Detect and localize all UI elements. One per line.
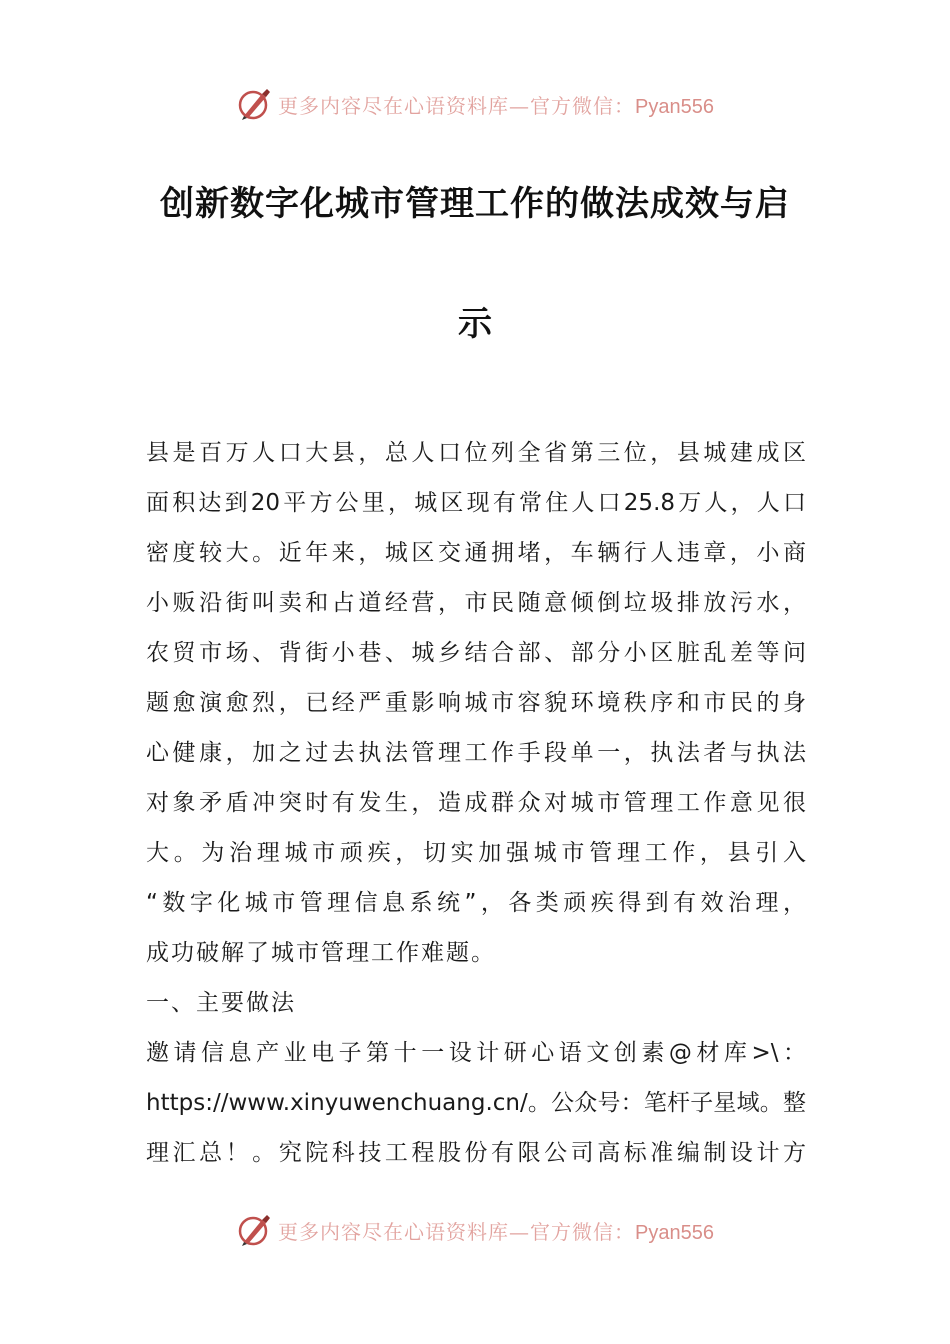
body-line: 理汇总！。究院科技工程股份有限公司高标准编制设计方 xyxy=(146,1140,806,1166)
watermark-text xyxy=(278,1216,714,1245)
body-line: 成功破解了城市管理工作难题。 xyxy=(146,940,496,966)
section-heading: 一、主要做法 xyxy=(146,990,296,1016)
pen-logo-icon xyxy=(236,86,272,122)
body-line: 对象矛盾冲突时有发生，造成群众对城市管理工作意见很 xyxy=(146,790,806,816)
body-line: 题愈演愈烈，已经严重影响城市容貌环境秩序和市民的身 xyxy=(146,690,806,716)
body-line: 小贩沿街叫卖和占道经营，市民随意倾倒垃圾排放污水， xyxy=(146,590,806,616)
watermark-label: 更多内容尽在心语资料库—官方微信： xyxy=(278,1219,636,1244)
body-line: 大。为治理城市顽疾，切实加强城市管理工作，县引入 xyxy=(146,840,806,866)
body-line: 农贸市场、背街小巷、城乡结合部、部分小区脏乱差等问 xyxy=(146,640,806,666)
watermark-wechat-id: Pyan556 xyxy=(635,95,714,118)
body-line: 县是百万人口大县，总人口位列全省第三位，县城建成区 xyxy=(146,440,806,466)
body-line: “数字化城市管理信息系统”，各类顽疾得到有效治理， xyxy=(146,890,806,916)
body-line: 心健康，加之过去执法管理工作手段单一，执法者与执法 xyxy=(146,740,806,766)
watermark-footer xyxy=(0,1210,950,1250)
body-line: 密度较大。近年来，城区交通拥堵，车辆行人违章，小商 xyxy=(146,540,806,566)
document-body xyxy=(146,428,806,1178)
watermark-wechat-id: Pyan556 xyxy=(635,1221,714,1244)
pen-logo-icon xyxy=(236,1212,272,1248)
body-line: 邀请信息产业电子第十一设计研心语文创素@材库>\： xyxy=(146,1040,806,1066)
body-line-url: https://www.xinyuwenchuang.cn/。公众号：笔杆子星域。整 xyxy=(146,1090,806,1116)
watermark-text xyxy=(278,90,714,119)
document-title-line-2: 示 xyxy=(458,304,492,344)
document-title-line-1: 创新数字化城市管理工作的做法成效与启 xyxy=(160,184,790,224)
watermark-label: 更多内容尽在心语资料库—官方微信： xyxy=(278,93,636,118)
body-line: 面积达到20平方公里，城区现有常住人口25.8万人，人口 xyxy=(146,490,806,516)
watermark-header xyxy=(0,84,950,124)
